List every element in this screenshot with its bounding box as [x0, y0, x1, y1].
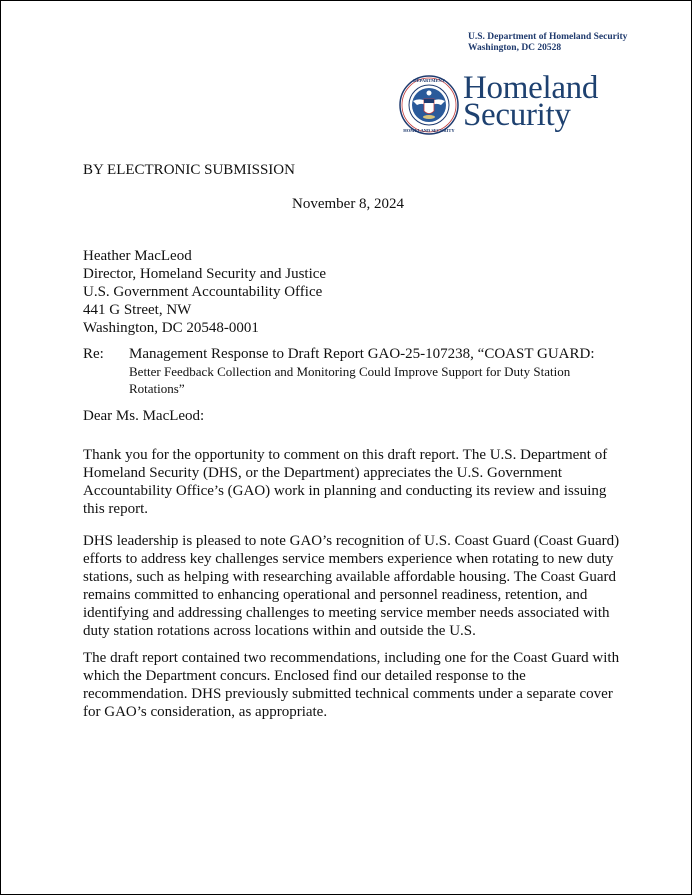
paragraph-line: Homeland Security (DHS, or the Department) appreciates the U.S. Government — [83, 465, 563, 481]
paragraph-line: DHS leadership is pleased to note GAO’s recognition of U.S. Coast Guard (Coast Guard) — [83, 533, 620, 549]
dhs-logo — [399, 70, 609, 137]
wordmark-security: Security — [463, 97, 571, 133]
paragraph-line: which the Department concurs. Enclosed find our detailed response to the — [83, 668, 526, 684]
dhs-seal-icon — [399, 75, 459, 135]
body-paragraph-2 — [83, 532, 619, 640]
dhs-wordmark — [463, 70, 599, 133]
paragraph-line: this report. — [83, 501, 148, 517]
recipient-title: Director, Homeland Security and Justice — [83, 266, 327, 282]
re-subject-line3: Rotations” — [129, 381, 185, 396]
recipient-street: 441 G Street, NW — [83, 302, 192, 318]
paragraph-line: duty station rotations across locations within and outside the U.S. — [83, 623, 476, 639]
paragraph-line: Thank you for the opportunity to comment on this draft report. The U.S. Department of — [83, 447, 608, 463]
paragraph-line: for GAO’s consideration, as appropriate. — [83, 704, 328, 720]
paragraph-line: efforts to address key challenges service members experience when rotating to new duty — [83, 551, 614, 567]
paragraph-line: stations, such as helping with researching available affordable housing. The Coast Guard — [83, 569, 617, 585]
paragraph-line: identifying and addressing challenges to meeting service member needs associated with — [83, 605, 610, 621]
re-label: Re: — [83, 346, 104, 362]
letterhead-dept: U.S. Department of Homeland Security — [468, 32, 628, 42]
re-subject-line1: Management Response to Draft Report GAO-25-107238, “COAST GUARD: — [129, 346, 595, 362]
paragraph-line: The draft report contained two recommendations, including one for the Coast Guard with — [83, 650, 620, 666]
letter-date: November 8, 2024 — [292, 196, 405, 212]
body-paragraph-1 — [83, 446, 607, 518]
body-paragraph-3 — [83, 649, 619, 721]
recipient-name: Heather MacLeod — [83, 248, 192, 264]
salutation: Dear Ms. MacLeod: — [83, 408, 205, 424]
re-subject-line2: Better Feedback Collection and Monitoring Could Improve Support for Duty Station — [129, 364, 571, 379]
recipient-address — [83, 247, 326, 337]
svg-text:DEPARTMENT: DEPARTMENT — [413, 78, 445, 83]
re-subject-continued — [129, 363, 570, 397]
paragraph-line: recommendation. DHS previously submitted technical comments under a separate cover — [83, 686, 613, 702]
letterhead-address — [468, 32, 627, 54]
svg-text:HOMELAND SECURITY: HOMELAND SECURITY — [403, 128, 455, 133]
submission-method: BY ELECTRONIC SUBMISSION — [83, 162, 295, 178]
paragraph-line: remains committed to enhancing operational and personnel readiness, retention, and — [83, 587, 588, 603]
recipient-org: U.S. Government Accountability Office — [83, 284, 323, 300]
recipient-city: Washington, DC 20548-0001 — [83, 320, 259, 336]
wordmark-homeland: Homeland — [463, 70, 599, 106]
letterhead-city: Washington, DC 20528 — [468, 43, 562, 53]
paragraph-line: Accountability Office’s (GAO) work in planning and conducting its review and issuing — [83, 483, 607, 499]
